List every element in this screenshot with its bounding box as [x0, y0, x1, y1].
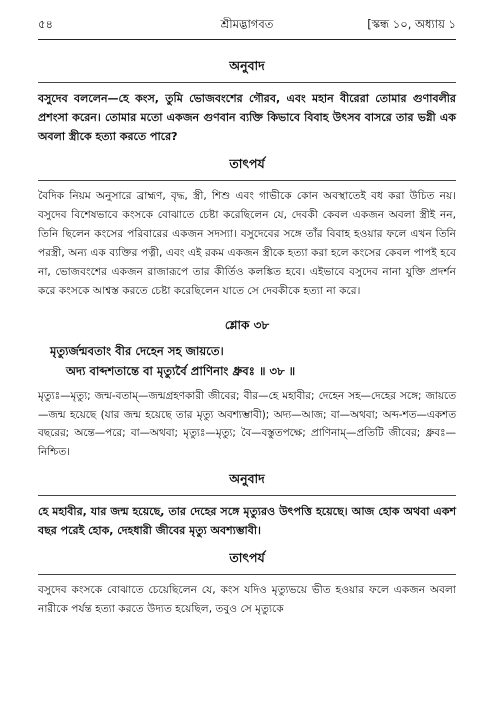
page-header [38, 16, 456, 40]
translation-text: বসুদেব বললেন—হে কংস, তুমি ভোজবংশের গৌরব, এবং মহান বীরেরা তোমার গুণাবলীর প্রশংসা করেন। তোমার মতো একজন গুণবান ব্যক্তি কিভাবে বিবাহ উৎসব বাসরে তার ভগ্নী এক অবলা স্ত্রীকে হত্যা করতে পারে? [38, 92, 456, 143]
heading-rule [38, 574, 456, 575]
purport-heading: তাৎপর্য [229, 550, 265, 565]
page-number: ৫৪ [38, 17, 53, 31]
translation-heading: অনুবাদ [229, 58, 265, 73]
verse-text [38, 341, 456, 381]
page-content [38, 58, 456, 619]
verse-number: শ্লোক ৩৮ [224, 318, 270, 332]
word-synonyms: মৃত্যুঃ—মৃত্যু; জন্ম-বতাম্—জন্মগ্রহণকারী জীবের; বীর—হে মহাবীর; দেহেন সহ—দেহের সঙ্গে; জায়তে—জন্ম হয়েছে (যার জন্ম হয়েছে তার মৃত্যু অবশ্যম্ভাবী); অদ্য—আজ; বা—অথবা; অব্দ-শত—একশত বছরের; অন্তে—পরে; বা—অথবা; মৃত্যুঃ—মৃত্যু; বৈ—বস্তুতপক্ষে; প্রাণিনাম্—প্রতিটি জীবের; ধ্রুবঃ—নিশ্চিত। [38, 390, 456, 458]
verse-line-2: অদ্য বাব্দশতান্তে বা মৃত্যুর্বৈ প্রাণিনাং ধ্রুবঃ ॥ ৩৮ ॥ [66, 364, 296, 378]
purport-heading: তাৎপর্য [229, 156, 265, 171]
purport-text: বসুদেব কংসকে বোঝাতে চেয়েছিলেন যে, কংস যদিও মৃত্যুভয়ে ভীত হওয়ার ফলে একজন অবলা নারীকে পর্যন্ত হত্যা করতে উদ্যত হয়েছিল, তবুও সে মৃত্যুকে [38, 584, 456, 615]
chapter-reference: [স্কন্ধ ১০, অধ্যায় ১ [367, 17, 456, 31]
heading-rule [38, 180, 456, 181]
translation-heading: অনুবাদ [229, 471, 265, 486]
verse-line-1: মৃত্যুর্জন্মবতাং বীর দেহেন সহ জায়তে। [50, 344, 224, 358]
translation-text: হে মহাবীর, যার জন্ম হয়েছে, তার দেহের সঙ্গে মৃত্যুরও উৎপত্তি হয়েছে। আজ হোক অথবা একশ বছর পরেই হোক, দেহধারী জীবের মৃত্যু অবশ্যম্ভাবী। [38, 505, 456, 537]
heading-rule [38, 82, 456, 83]
purport-text: বৈদিক নিয়ম অনুসারে ব্রাহ্মণ, বৃদ্ধ, স্ত্রী, শিশু এবং গাভীকে কোন অবস্থাতেই বধ করা উচিত নয়। বসুদেব বিশেষভাবে কংসকে বোঝাতে চেষ্টা করেছিলেন যে, দেবকী কেবল একজন অবলা স্ত্রীই নন, তিনি ছিলেন কংসের পরিবারের একজন সদস্যা। বসুদেবের সঙ্গে তাঁর বিবাহ হওয়ার ফলে এখন তিনি পরস্ত্রী, অন্য এক ব্যক্তির পত্নী, এবং এই রকম একজন স্ত্রীকে হত্যা করা হলে কংসের কেবল পাপই হবে না, ভোজবংশের একজন রাজারূপে তার কীর্তিও কলঙ্কিত হবে। এইভাবে বসুদেব নানা যুক্তি প্রদর্শন করে কংসকে আশ্বস্ত করতে চেষ্টা করেছিলেন যাতে সে দেবকীকে হত্যা না করে। [38, 190, 456, 297]
book-title: শ্রীমদ্ভাগবত [220, 17, 274, 31]
heading-rule [38, 495, 456, 496]
